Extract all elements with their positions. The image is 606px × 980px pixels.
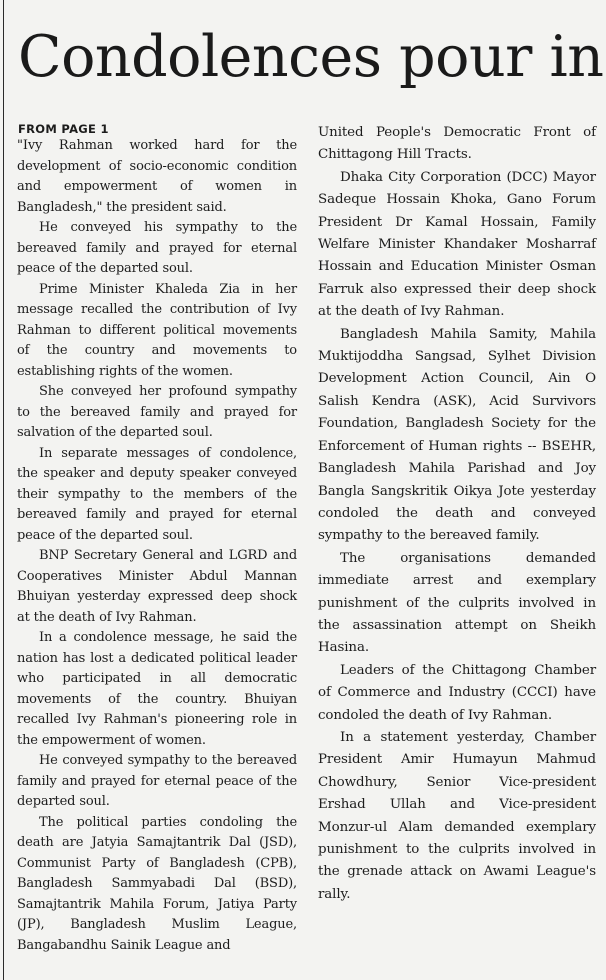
- paragraph: She conveyed her profound sympathy to the bereaved family and prayed for salvation of the departed soul.: [17, 384, 297, 440]
- paragraph-continuation: United People's Democratic Front of Chittagong Hill Tracts.: [318, 125, 596, 163]
- kicker: FROM PAGE 1: [18, 122, 109, 136]
- paragraph: In separate messages of condolence, the speaker and deputy speaker conveyed their sympathy to the members of the bereaved family and prayed for eternal peace of the departed soul.: [17, 445, 297, 543]
- paragraph: In a condolence message, he said the nation has lost a dedicated political leader who participated in all democratic movements of the country. Bhuiyan recalled Ivy Rahman's pioneering role in the empowerment of women.: [17, 630, 297, 748]
- paragraph: "Ivy Rahman worked hard for the development of socio-economic condition and empowerment of women in Bangladesh," the president said.: [17, 138, 297, 215]
- paragraph: Leaders of the Chittagong Chamber of Commerce and Industry (CCCI) have condoled the death of Ivy Rahman.: [318, 662, 596, 723]
- paragraph: He conveyed his sympathy to the bereaved family and prayed for eternal peace of the departed soul.: [17, 220, 297, 276]
- paragraph: In a statement yesterday, Chamber President Amir Humayun Mahmud Chowdhury, Senior Vice-president Ershad Ullah and Vice-president Monzur-ul Alam demanded exemplary punishment to the culprits involved in the grenade attack on Awami League's rally.: [318, 729, 596, 902]
- paragraph: He conveyed sympathy to the bereaved family and prayed for eternal peace of the departed soul.: [17, 753, 297, 809]
- right-column: [318, 122, 596, 906]
- column-rule: [3, 0, 4, 980]
- paragraph: BNP Secretary General and LGRD and Cooperatives Minister Abdul Mannan Bhuiyan yesterday expressed deep shock at the death of Ivy Rahman.: [17, 548, 297, 625]
- paragraph: Dhaka City Corporation (DCC) Mayor Sadeque Hossain Khoka, Gano Forum President Dr Kamal Hossain, Family Welfare Minister Khandaker Mosharraf Hossain and Education Minister Osman Farruk also expressed their deep shock at the death of Ivy Rahman.: [318, 169, 596, 320]
- left-column: [17, 122, 297, 956]
- paragraph: Prime Minister Khaleda Zia in her message recalled the contribution of Ivy Rahman to different political movements of the country and movements to establishing rights of the women.: [17, 281, 297, 379]
- headline: Condolences pour in: [18, 24, 604, 90]
- paragraph: Bangladesh Mahila Samity, Mahila Muktijoddha Sangsad, Sylhet Division Development Action Council, Ain O Salish Kendra (ASK), Acid Survivors Foundation, Bangladesh Society for the Enforcement of Human rights -- BSEHR, Bangladesh Mahila Parishad and Joy Bangla Sangskritik Oikya Jote yesterday condoled the death and conveyed sympathy to the bereaved family.: [318, 326, 596, 544]
- paragraph: The organisations demanded immediate arrest and exemplary punishment of the culprits involved in the assassination attempt on Sheikh Hasina.: [318, 550, 596, 656]
- paragraph: The political parties condoling the death are Jatyia Samajtantrik Dal (JSD), Communist Party of Bangladesh (CPB), Bangladesh Sammyabadi Dal (BSD), Samajtantrik Mahila Forum, Jatiya Party (JP), Bangladesh Muslim League, Bangabandhu Sainik League and: [17, 814, 297, 953]
